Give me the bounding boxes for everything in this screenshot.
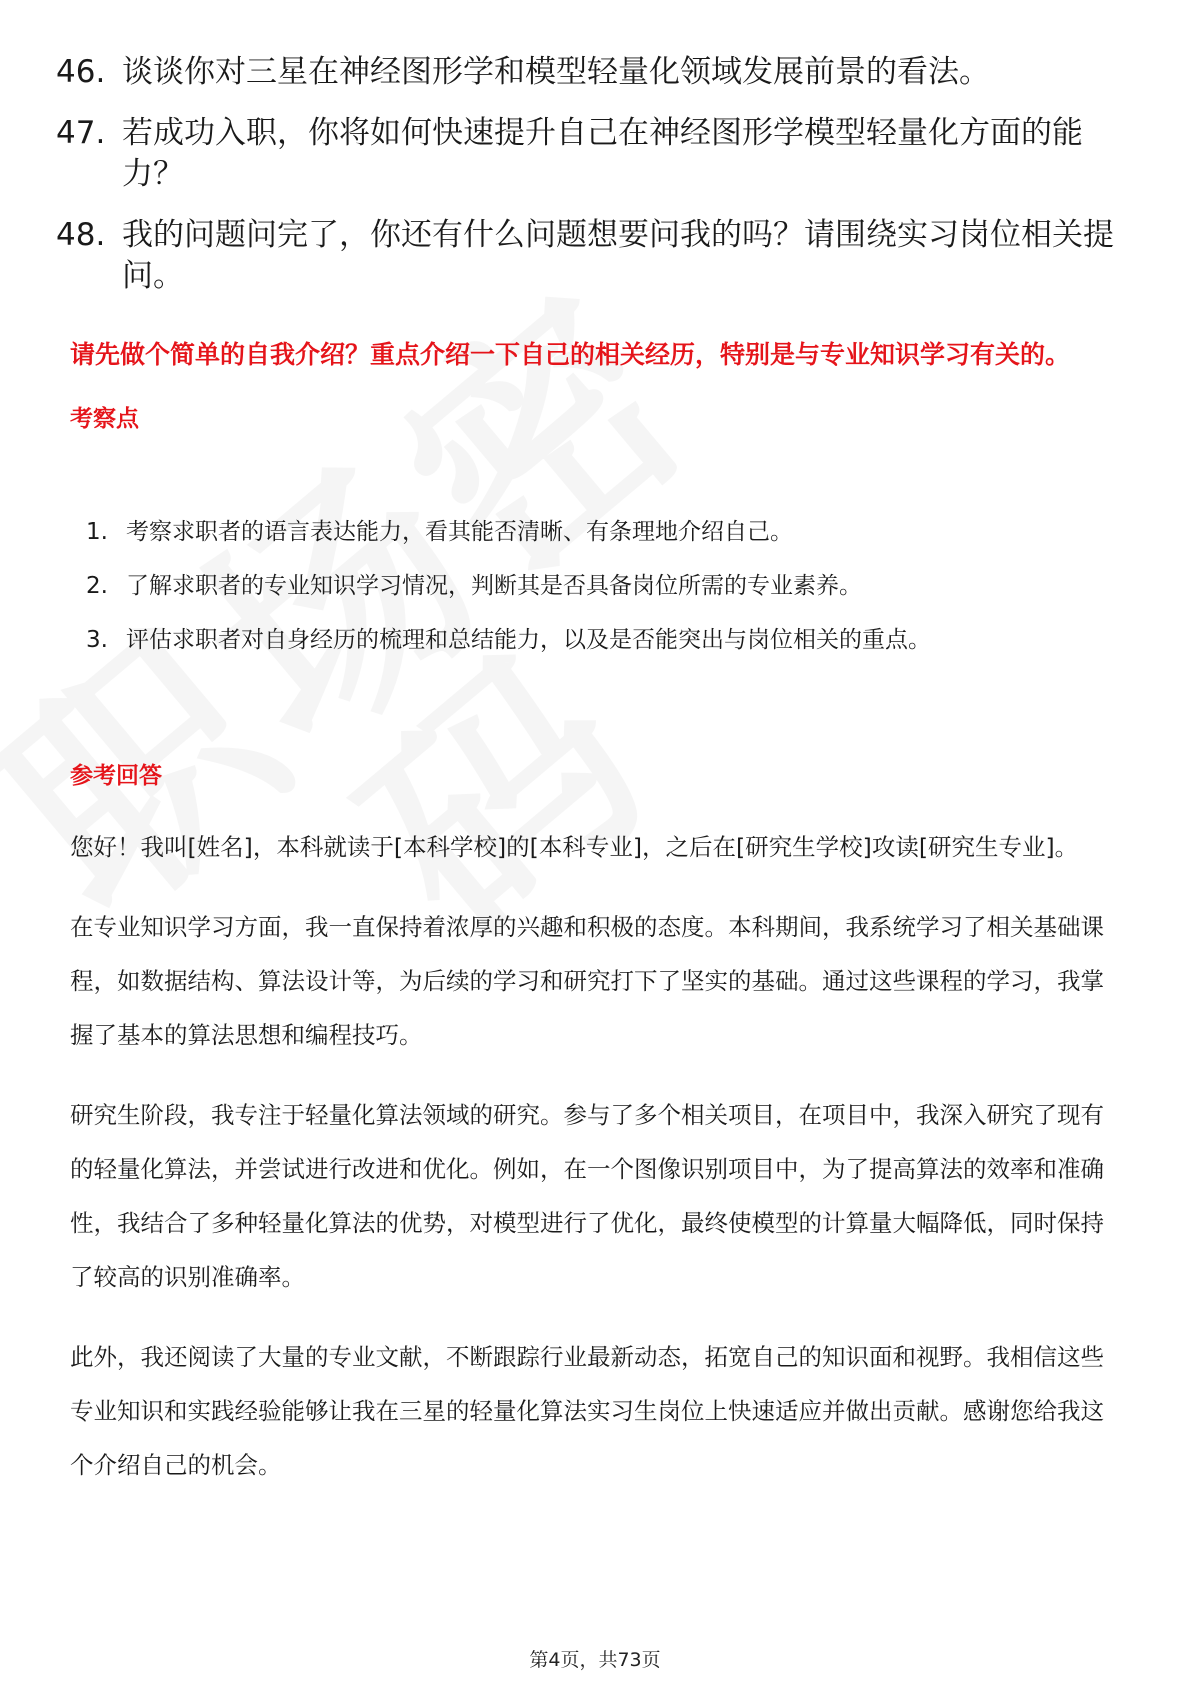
- question-item: [56, 215, 1136, 297]
- reference-answer: [70, 820, 1120, 1518]
- assessment-point: [86, 505, 1116, 559]
- point-number: 2.: [86, 573, 108, 599]
- points-section-title: 考察点: [70, 406, 139, 432]
- question-number: 47.: [56, 115, 106, 151]
- point-text: 考察求职者的语言表达能力，看其能否清晰、有条理地介绍自己。: [126, 519, 793, 545]
- question-item: [56, 52, 1136, 93]
- answer-paragraph: 您好！我叫[姓名]，本科就读于[本科学校]的[本科专业]，之后在[研究生学校]攻读[研究生专业]。: [70, 833, 1079, 861]
- answer-paragraph: 研究生阶段，我专注于轻量化算法领域的研究。参与了多个相关项目，在项目中，我深入研究了现有的轻量化算法，并尝试进行改进和优化。例如，在一个图像识别项目中，为了提高算法的效率和准确性，我结合了多种轻量化算法的优势，对模型进行了优化，最终使模型的计算量大幅降低，同时保持了较高的识别准确率。: [70, 1101, 1104, 1291]
- assessment-point: [86, 559, 1116, 613]
- question-number: 46.: [56, 54, 106, 90]
- point-text: 评估求职者对自身经历的梳理和总结能力，以及是否能突出与岗位相关的重点。: [126, 627, 931, 653]
- answer-paragraph: 在专业知识学习方面，我一直保持着浓厚的兴趣和积极的态度。本科期间，我系统学习了相关基础课程，如数据结构、算法设计等，为后续的学习和研究打下了坚实的基础。通过这些课程的学习，我掌握了基本的算法思想和编程技巧。: [70, 913, 1104, 1049]
- question-number: 48.: [56, 217, 106, 253]
- point-text: 了解求职者的专业知识学习情况，判断其是否具备岗位所需的专业素养。: [126, 573, 862, 599]
- question-item: [56, 113, 1136, 195]
- question-text: 谈谈你对三星在神经图形学和模型轻量化领域发展前景的看法。: [122, 54, 990, 90]
- page-footer: 第4页，共73页: [529, 1649, 661, 1671]
- question-text: 我的问题问完了，你还有什么问题想要问我的吗？请围绕实习岗位相关提问。: [122, 217, 1114, 294]
- question-list: [56, 52, 1136, 317]
- answer-section-title: 参考回答: [70, 763, 162, 789]
- assessment-points-list: [86, 505, 1116, 667]
- answer-paragraph: 此外，我还阅读了大量的专业文献，不断跟踪行业最新动态，拓宽自己的知识面和视野。我相信这些专业知识和实践经验能够让我在三星的轻量化算法实习生岗位上快速适应并做出贡献。感谢您给我这个介绍自己的机会。: [70, 1343, 1104, 1479]
- point-number: 3.: [86, 627, 108, 653]
- assessment-point: [86, 613, 1116, 667]
- point-number: 1.: [86, 519, 108, 545]
- question-text: 若成功入职，你将如何快速提升自己在神经图形学模型轻量化方面的能力？: [122, 115, 1083, 192]
- interview-question-headline: 请先做个简单的自我介绍？重点介绍一下自己的相关经历，特别是与专业知识学习有关的。: [70, 340, 1071, 369]
